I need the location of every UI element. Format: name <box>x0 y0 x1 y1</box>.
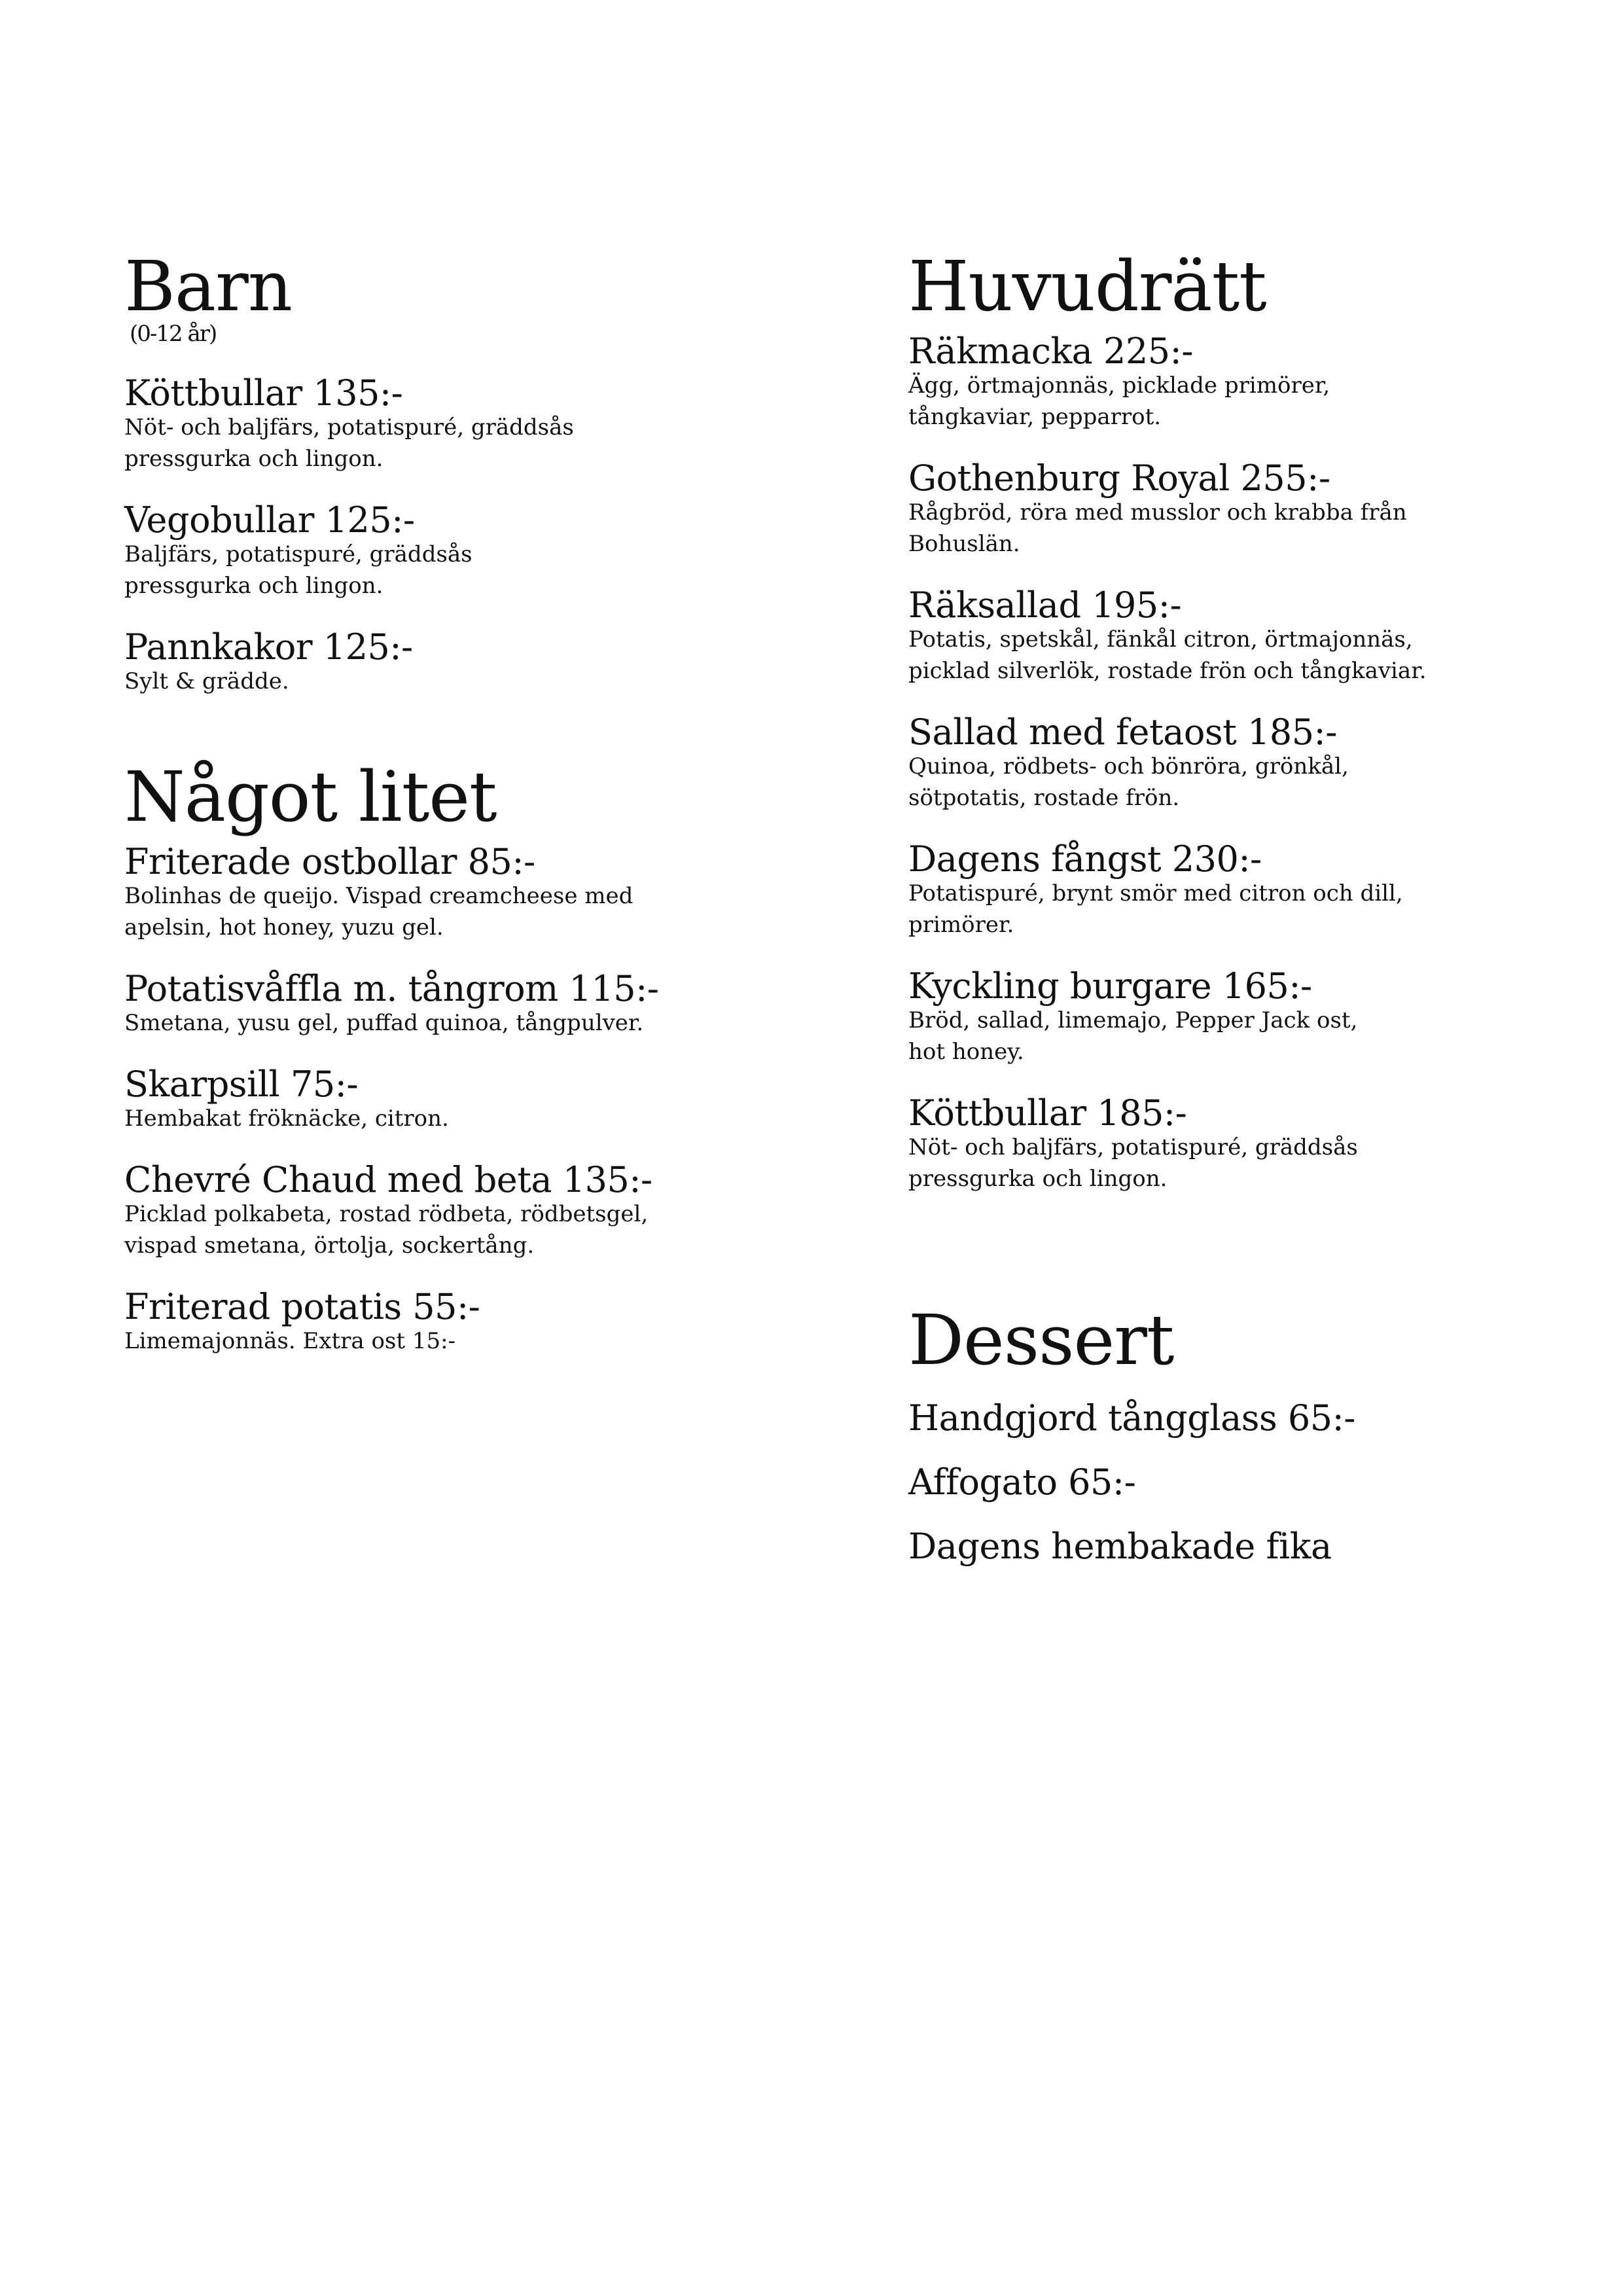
menu-item-name: Gothenburg Royal 255:- <box>908 457 1330 499</box>
menu-item-name: Handgjord tångglass 65:- <box>908 1397 1356 1439</box>
section-barn <box>124 246 818 697</box>
menu-item-name: Friterad potatis 55:- <box>124 1286 480 1327</box>
menu-item <box>908 1528 1602 1565</box>
menu-item-name: Vegobullar 125:- <box>124 499 415 541</box>
section-huvudratt <box>908 246 1602 1194</box>
menu-item <box>124 499 818 601</box>
section-title-nagot-litet: Något litet <box>124 757 497 837</box>
menu-item <box>908 1092 1602 1194</box>
menu-item <box>908 838 1602 941</box>
menu-item <box>124 626 818 697</box>
menu-item-description: Smetana, yusu gel, puffad quinoa, tångpulver. <box>124 1010 644 1036</box>
menu-item-description: Ägg, örtmajonnäs, picklade primörer, tångkaviar, pepparrot. <box>908 372 1330 430</box>
menu-item <box>908 1464 1602 1501</box>
menu-item-description: Potatis, spetskål, fänkål citron, örtmajonnäs, picklad silverlök, rostade frön och tångkaviar. <box>908 626 1427 684</box>
menu-item <box>908 457 1602 560</box>
section-title-huvudratt: Huvudrätt <box>908 246 1266 327</box>
menu-item-name: Skarpsill 75:- <box>124 1064 359 1105</box>
section-title-dessert: Dessert <box>908 1300 1174 1380</box>
menu-list-huvudratt <box>908 333 1602 1194</box>
menu-item-name: Köttbullar 185:- <box>908 1092 1187 1134</box>
menu-list-barn <box>124 372 818 697</box>
menu-item-name: Räkmacka 225:- <box>908 331 1194 372</box>
menu-item-name: Sallad med fetaost 185:- <box>908 711 1337 753</box>
menu-item <box>124 1286 818 1357</box>
menu-item <box>124 841 818 943</box>
menu-item-description: Baljfärs, potatispuré, gräddsås pressgurka och lingon. <box>124 541 473 599</box>
menu-item-description: Picklad polkabeta, rostad rödbeta, rödbetsgel, vispad smetana, örtolja, sockertång. <box>124 1201 649 1259</box>
section-title-barn: Barn <box>124 246 293 327</box>
menu-list-nagot-litet <box>124 841 818 1357</box>
menu-item-name: Potatisvåffla m. tångrom 115:- <box>124 968 659 1009</box>
menu-item-description: Sylt & grädde. <box>124 668 289 694</box>
menu-item <box>908 711 1602 814</box>
menu-item-name: Chevré Chaud med beta 135:- <box>124 1159 652 1200</box>
menu-item <box>124 968 818 1039</box>
section-subtitle-barn: (0-12 år) <box>130 321 217 347</box>
menu-item-name: Räksallad 195:- <box>908 584 1182 626</box>
section-nagot-litet <box>124 757 818 1357</box>
menu-item <box>908 584 1602 687</box>
menu-item-name: Affogato 65:- <box>908 1462 1136 1503</box>
menu-list-dessert <box>908 1397 1602 1567</box>
menu-item-description: Bolinhas de queijo. Vispad creamcheese med apelsin, hot honey, yuzu gel. <box>124 883 633 941</box>
menu-item <box>908 965 1602 1067</box>
menu-item-name: Kyckling burgare 165:- <box>908 965 1312 1007</box>
menu-item <box>124 1159 818 1261</box>
menu-item-name: Pannkakor 125:- <box>124 626 413 668</box>
menu-item-description: Rågbröd, röra med musslor och krabba från Bohuslän. <box>908 499 1407 557</box>
menu-item-description: Hembakat fröknäcke, citron. <box>124 1105 449 1132</box>
menu-item <box>908 1397 1602 1439</box>
menu-item-description: Potatispuré, brynt smör med citron och dill, primörer. <box>908 880 1403 938</box>
menu-item-description: Limemajonnäs. Extra ost 15:- <box>124 1328 456 1354</box>
menu-item-description: Bröd, sallad, limemajo, Pepper Jack ost, hot honey. <box>908 1007 1358 1065</box>
menu-item-name: Dagens fångst 230:- <box>908 838 1262 880</box>
menu-item-name: Köttbullar 135:- <box>124 372 403 414</box>
section-dessert <box>908 1300 1602 1567</box>
menu-item-description: Quinoa, rödbets- och bönröra, grönkål, sötpotatis, rostade frön. <box>908 753 1349 811</box>
menu-item <box>908 333 1602 433</box>
menu-item-description: Nöt- och baljfärs, potatispuré, gräddsås pressgurka och lingon. <box>908 1134 1358 1192</box>
menu-item-name: Dagens hembakade fika <box>908 1526 1332 1567</box>
menu-item-name: Friterade ostbollar 85:- <box>124 841 535 882</box>
menu-item-description: Nöt- och baljfärs, potatispuré, gräddsås pressgurka och lingon. <box>124 414 574 472</box>
menu-item <box>124 1066 818 1134</box>
menu-item <box>124 372 818 475</box>
